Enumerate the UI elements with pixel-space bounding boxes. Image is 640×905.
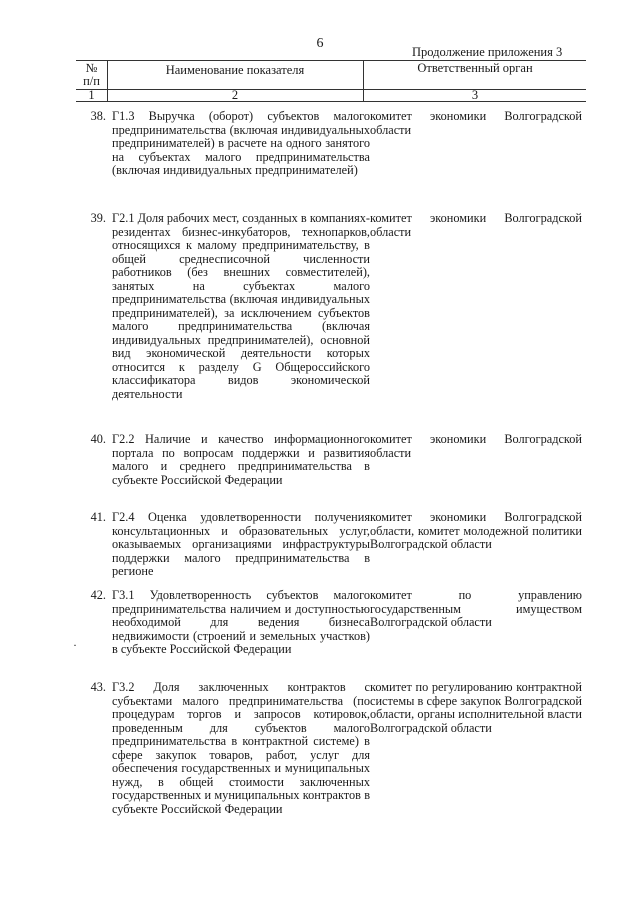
indicator-name: Г2.1 Доля рабочих мест, созданных в компаниях-резидентах бизнес-инкубаторов, технопарков, относящихся к малому предпринимательству, в общей среднесписочной численности работников (без внешних совместителей), занятых на субъектах малого предпринимательства (включая индивидуальных предпринимателей), за исключением субъектов малого предпринимательства (включая индивидуальных предпринимателей), основной вид экономической деятельности которых относится к разделу G Общероссийского классификатора видов экономической деятельности — [112, 211, 370, 401]
header-index-3: 3 — [471, 88, 479, 102]
continuation-note: Продолжение приложения 3 — [412, 45, 563, 59]
responsible-body: комитет экономики Волгоградской области — [370, 109, 582, 137]
row-number: 38. — [90, 109, 106, 123]
indicator-name: Г1.3 Выручка (оборот) субъектов малого предпринимательства (включая индивидуальных предпринимателей) в расчете на одного занятого на субъектах малого предпринимательства (включая индивидуальных предпринимателей) — [112, 109, 370, 177]
responsible-body: комитет экономики Волгоградской области — [370, 432, 582, 460]
responsible-body: комитет по регулированию контрактной системы в сфере закупок Волгоградской области, органы исполнительной власти Волгоградской области — [370, 680, 582, 735]
row-number: 40. — [90, 432, 106, 446]
responsible-body: комитет экономики Волгоградской области — [370, 211, 582, 239]
header-col-name: Наименование показателя — [165, 63, 305, 77]
header-index-2: 2 — [231, 88, 239, 102]
header-index-1: 1 — [88, 88, 95, 102]
responsible-body: комитет по управлению государственным имуществом Волгоградской области — [370, 588, 582, 629]
indicator-name: Г2.2 Наличие и качество информационного портала по вопросам поддержки и развития малого и среднего предпринимательства в субъекте Российской Федерации — [112, 432, 370, 487]
indicator-name: Г3.2 Доля заключенных контрактов с субъектами малого предпринимательства (по процедурам торгов и запросов котировок, проведенным для субъектов малого предпринимательства в контрактной системе) в сфере закупок товаров, работ, услуг для обеспечения государственных и муниципальных нужд, в общей стоимости заключенных государственных и муниципальных контрактов в субъекте Российской Федерации — [112, 680, 370, 816]
header-col-org: Ответственный орган — [417, 61, 533, 75]
row-number: 39. — [90, 211, 106, 225]
row-number: 41. — [90, 510, 106, 524]
row-number: 43. — [90, 680, 106, 694]
indicator-name: Г2.4 Оценка удовлетворенности получения консультационных и образовательных услуг, оказываемых организациями инфраструктуры поддержки малого предпринимательства в регионе — [112, 510, 370, 578]
indicator-name: Г3.1 Удовлетворенность субъектов малого предпринимательства наличием и доступностью необходимой для ведения бизнеса недвижимости (строений и земельных участков) в субъекте Российской Федерации — [112, 588, 370, 656]
table-header — [76, 60, 586, 102]
responsible-body: комитет экономики Волгоградской области, комитет молодежной политики Волгоградской области — [370, 510, 582, 551]
page-number: 6 — [316, 36, 324, 51]
scan-mark: · — [73, 638, 77, 652]
header-col-num: № п/п — [83, 61, 100, 88]
row-number: 42. — [90, 588, 106, 602]
